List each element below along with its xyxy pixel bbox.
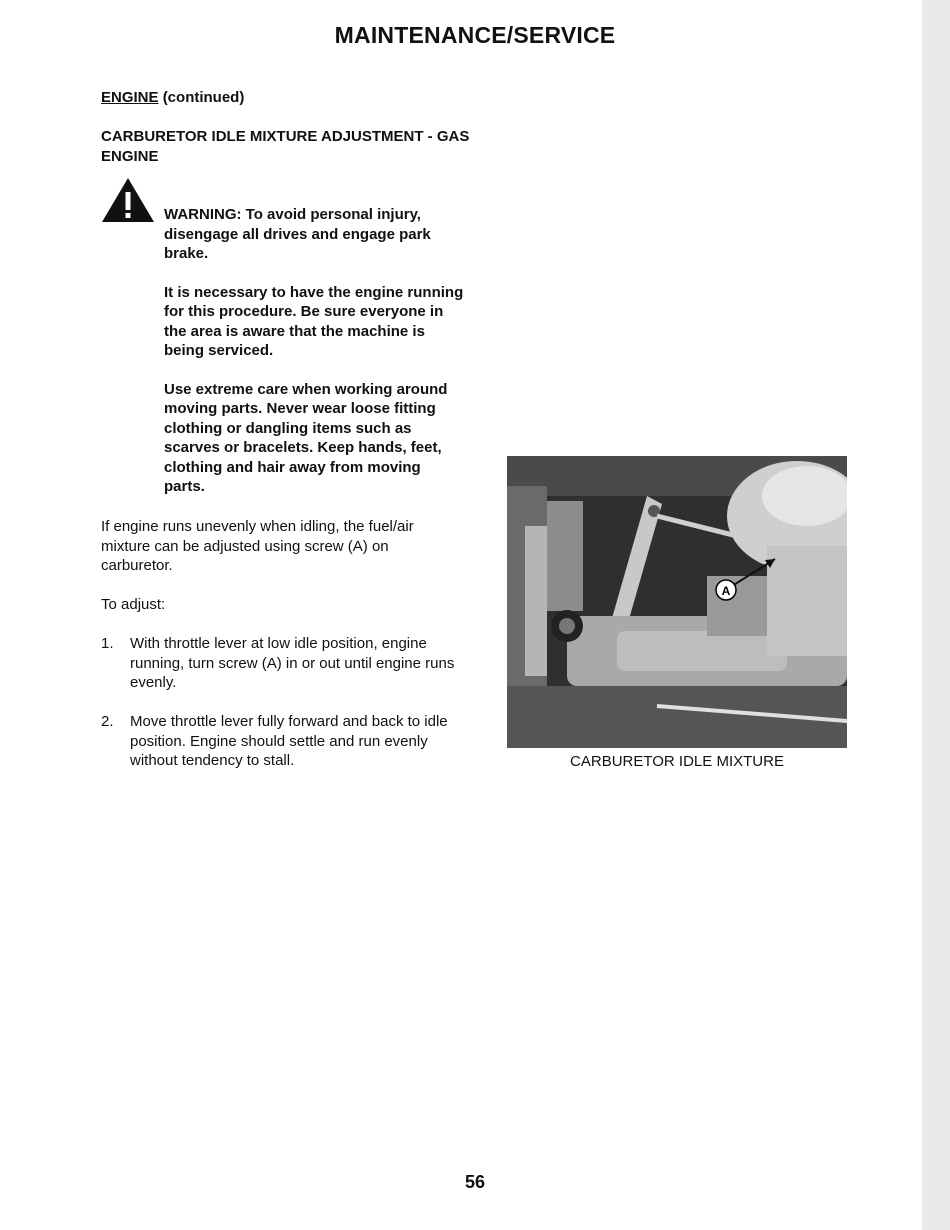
page-number: 56 (464, 1172, 486, 1192)
subheading: CARBURETOR IDLE MIXTURE ADJUSTMENT - GAS ENGINE (101, 128, 470, 165)
carburetor-illustration (507, 456, 847, 748)
step-number: 1. (101, 635, 114, 652)
warning-moving-parts: Use extreme care when working around moving parts. Never wear loose fitting clothing or dangling items such as scarves or bracelets. Keep hands, feet, clothing and hair away from moving parts. (164, 380, 448, 495)
section-name: ENGINE (101, 89, 159, 106)
to-adjust-label: To adjust: (101, 596, 166, 613)
intro-paragraph: If engine runs unevenly when idling, the fuel/air mixture can be adjusted using screw (A) on carburetor. (101, 518, 414, 574)
scan-gutter (922, 0, 950, 1230)
step-number: 2. (101, 713, 114, 730)
photo-callout-label: A (721, 584, 731, 598)
photo-caption: CARBURETOR IDLE MIXTURE (570, 753, 784, 770)
warning-triangle-icon (100, 176, 156, 224)
section-heading (101, 89, 244, 106)
step-text: With throttle lever at low idle position, engine running, turn screw (A) in or out until engine runs evenly. (130, 635, 455, 691)
page-title: MAINTENANCE/SERVICE (334, 22, 616, 48)
section-continued: (continued) (162, 89, 245, 106)
warning-engine-running: It is necessary to have the engine running for this procedure. Be sure everyone in the area is aware that the machine is being serviced. (164, 283, 464, 359)
carburetor-photo (507, 456, 847, 748)
warning-text: WARNING: To avoid personal injury, disengage all drives and engage park brake. (164, 206, 431, 262)
warning-block (164, 205, 464, 516)
step-text: Move throttle lever fully forward and back to idle position. Engine should settle and run evenly without tendency to stall. (130, 713, 448, 769)
